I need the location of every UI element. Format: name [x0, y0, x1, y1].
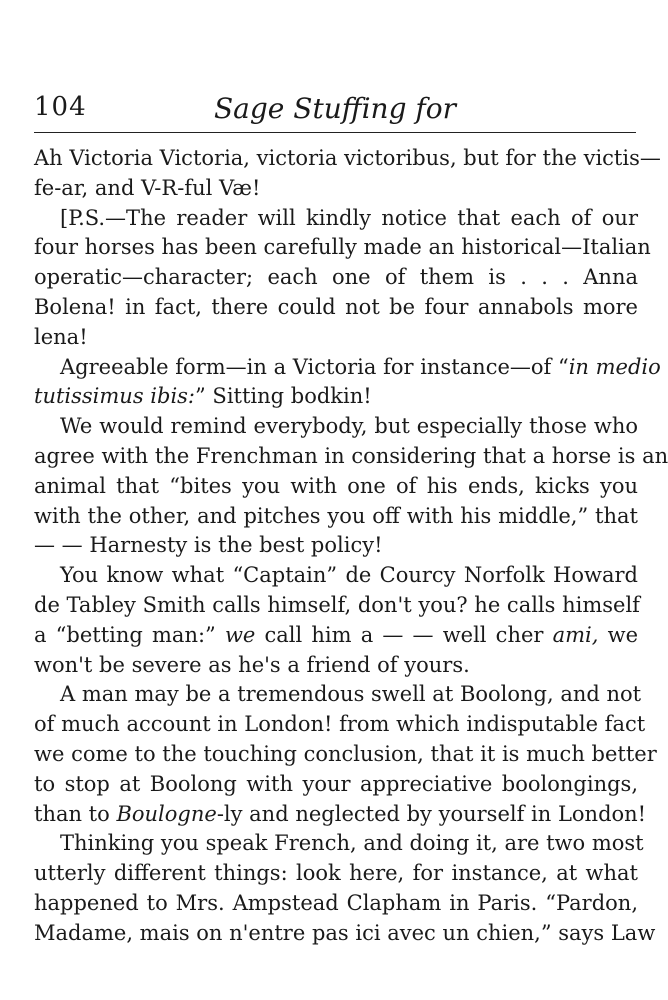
text-line: [60, 353, 661, 383]
text-line: [34, 859, 638, 889]
text-line: [34, 233, 651, 263]
text-line: [34, 889, 638, 919]
text-segment: won't be severe as he's a friend of yours.: [34, 652, 470, 677]
text-segment: Agreeable form—in a Victoria for instance—of “: [60, 354, 569, 379]
text-line: [34, 263, 638, 293]
text-line: [34, 651, 638, 681]
text-segment: to stop at Boolong with your appreciative boolongings,: [34, 771, 638, 796]
text-segment: lena!: [34, 324, 88, 349]
page-header: [34, 92, 636, 132]
text-line: [34, 800, 647, 830]
body-text: [34, 144, 668, 949]
text-line: [34, 323, 638, 353]
italic-text: ami,: [552, 622, 599, 647]
text-line: [34, 621, 638, 651]
text-segment: de Tabley Smith calls himself, don't you? he calls himself: [34, 592, 640, 617]
text-segment: A man may be a tremendous swell at Boolong, and not: [60, 682, 642, 707]
text-line: [60, 680, 642, 710]
text-line: [34, 293, 638, 323]
text-line: [60, 204, 638, 234]
text-line: [60, 412, 638, 442]
text-segment: Ah Victoria Victoria, victoria victoribus, but for the victis—: [34, 146, 661, 170]
text-line: [60, 561, 638, 591]
text-segment: of much account in London! from which indisputable fact: [34, 712, 646, 737]
text-segment: happened to Mrs. Ampstead Clapham in Paris. “Pardon,: [34, 890, 638, 915]
text-segment: with the other, and pitches you off with his middle,” that: [34, 503, 638, 528]
text-line: [34, 531, 638, 561]
text-segment: we: [598, 622, 638, 647]
text-segment: animal that “bites you with one of his ends, kicks you: [34, 473, 638, 498]
italic-text: tutissimus ibis:: [34, 384, 196, 409]
text-segment: than to: [34, 801, 117, 826]
text-line: [34, 144, 661, 174]
text-segment: operatic—character; each one of them is . . . Anna: [34, 265, 638, 290]
italic-text: we: [224, 622, 256, 647]
text-line: [34, 442, 668, 472]
text-segment: — — Harnesty is the best policy!: [34, 533, 383, 558]
italic-text: Boulogne: [116, 801, 217, 826]
page-number: 104: [34, 92, 87, 122]
text-line: [34, 919, 656, 949]
text-segment: You know what “Captain” de Courcy Norfolk Howard: [60, 563, 638, 588]
text-segment: agree with the Frenchman in considering that a horse is an: [34, 443, 668, 468]
text-line: [34, 591, 638, 621]
text-line: [34, 472, 638, 502]
running-head: Sage Stuffing for: [214, 92, 456, 125]
header-rule: [34, 132, 636, 133]
text-segment: call him a — — well cher: [255, 622, 553, 647]
text-segment: Bolena! in fact, there could not be four annabols more: [34, 294, 638, 319]
text-line: [34, 174, 638, 204]
text-line: [34, 710, 646, 740]
text-line: [60, 829, 644, 859]
text-segment: fe-ar, and V-R-ful Væ!: [34, 175, 261, 200]
text-line: [34, 770, 638, 800]
text-line: [34, 382, 638, 412]
text-segment: Madame, mais on n'entre pas ici avec un chien,” says Law: [34, 920, 656, 945]
text-segment: [P.S.—The reader will kindly notice that each of our: [60, 205, 638, 230]
text-segment: utterly different things: look here, for instance, at what: [34, 861, 638, 886]
text-segment: -ly and neglected by yourself in London!: [216, 801, 647, 826]
text-line: [34, 502, 638, 532]
text-segment: ” Sitting bodkin!: [195, 384, 372, 409]
text-segment: four horses has been carefully made an historical—Italian: [34, 235, 651, 260]
text-segment: a “betting man:”: [34, 622, 225, 647]
text-line: [34, 740, 657, 770]
text-segment: Thinking you speak French, and doing it, are two most: [60, 831, 644, 856]
text-segment: We would remind everybody, but especially those who: [60, 414, 638, 439]
text-segment: we come to the touching conclusion, that it is much better: [34, 741, 657, 766]
italic-text: in medio: [568, 354, 661, 379]
